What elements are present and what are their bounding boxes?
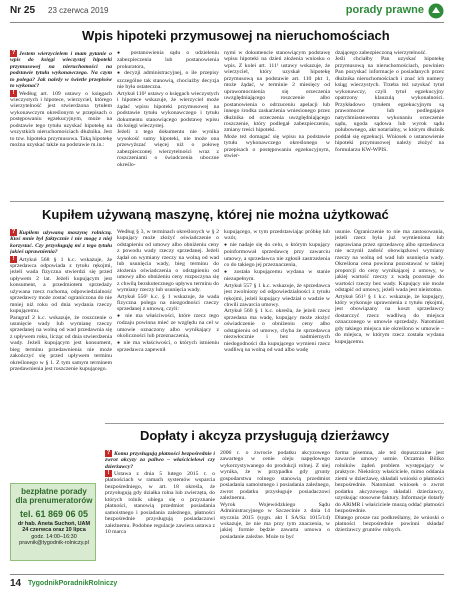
advisor-name: dr hab. Aneta Suchoń, UAM	[17, 521, 91, 527]
section-brand: porady prawne	[345, 4, 424, 16]
paragraph-text: Jestem wierzycielem i mam pytanie o wpis do księgi wieczystej hipoteki przymusowej na nieruchomości na podstawie tytułu wykonawczego. Na czym to polega? Jak należy w świetle przepisów to wykonać?	[10, 50, 112, 90]
article1-col2	[117, 50, 219, 198]
article1-title: Wpis hipoteki przymusowej na nieruchomościach	[82, 28, 390, 43]
paragraph	[224, 308, 330, 353]
paragraph-text: Ustawa z dnia 5 lutego 2015 r. o płatnościach w ramach systemów wsparcia bezpośredniego, w art. 18 określa, że przysługują gdy działka rolna lub zwierzęta, do których rolnik ubiega się o przyznanie płatności, stanowią przedmiot posiadania samoistnego i posiadania zależnego, płatności bezpośrednie przysługują posiadaczowi zależnemu. Podobne regulacje zawiera ustawa z 10 marca	[105, 470, 215, 536]
paragraph-text: Artykuł 561² § 1 k.c. wskazuje, że kupujący, który wykonuje uprawnienia z tytułu rękojmi, jest obowiązany na koszt sprzedawcy dostarczyć rzecz wadliwą do miejsca oznaczonego w umowie sprzedaży. Natomiast gdy takiego miejsca nie określono w umowie – do miejsca, w którym rzecz została wydana kupującemu.	[335, 293, 444, 345]
paragraph	[10, 90, 112, 149]
paragraph-text: Według § 3, w terminach określonych w § 2 kupujący może złożyć oświadczenie o odstąpieniu od umowy albo obniżeniu ceny z powodu wady rzeczy sprzedanej. Jeżeli żądał on wymiany rzeczy na wolną od wad lub usunięcia wady, bieg terminu do złożenia oświadczenia o odstąpieniu od umowy albo obniżeniu ceny rozpoczyna się z chwilą bezskutecznego upływu terminu do wymiany rzeczy lub usunięcia wady.	[117, 229, 219, 294]
answer-mark-icon: !	[105, 470, 112, 477]
article3-col2	[220, 450, 330, 572]
paragraph-text: nymi w dokumencie stanowiącym podstawę wpisu hipoteki na dzień złożenia wniosku o wpis. Z kolei art. 111¹ ustawy wskazuje, że wierzyciel, który uzyskał hipotekę przymusową na podstawie art. 110 pkt 1, może żądać, w terminie 2 miesięcy od uprawomocnienia się orzeczenia uwzględniającego roszczenie albo postanowienia o odrzuceniu apelacji lub innego środka zaskarżenia wniesionego przez dłużnika od orzeczenia uwzględniającego roszczenie, który podlegał zabezpieczeniu, zmiany treści hipoteki.	[224, 50, 330, 134]
paragraph	[117, 340, 219, 354]
issue-date: 23 czerwca 2019	[48, 6, 109, 15]
paragraph	[224, 269, 330, 283]
paragraph	[335, 294, 444, 346]
paragraph	[10, 229, 112, 256]
advice-email[interactable]: pravnik@tygodnik-rolniczy.pl	[19, 540, 89, 547]
paragraph	[10, 256, 112, 315]
paragraph-text: Dlatego prosze raz podkreślamy, że wnioski o płatności bezpośrednie powinni składać dzierżawcy gruntów rolnych.	[335, 514, 444, 534]
paragraph-text: postanowienia sądu o udzieleniu zabezpieczenia lub postanowienia prokuratora,	[117, 50, 219, 70]
paragraph	[10, 315, 112, 373]
article2-col2	[117, 229, 219, 420]
paragraph-text: Może też domagać się wpisu na podstawie tytułu wykonawczego określonego w przepisach o postępowaniu egzekucyjnym, stwier-	[224, 133, 330, 160]
paragraph-text: dzającego zabezpieczoną wierzytelność.	[335, 50, 427, 56]
paragraph-text: Artykuł 556¹ k.c. § 1 wskazuje, że wada fizyczna polega na niezgodności rzeczy sprzedanej z umową, czyli:	[117, 293, 219, 313]
advice-details	[13, 521, 95, 547]
paragraph	[224, 242, 330, 269]
issue-number: Nr 25	[10, 5, 36, 16]
paragraph	[117, 229, 219, 294]
paragraph	[117, 70, 219, 90]
footer-rule	[10, 574, 444, 575]
paragraph-text: Jeżeli z tego dokumentu nie wynika wysokość sumy hipoteki, nie może ona przewyższać więcej niż o połowę zabezpieczonej wierzytelności wraz z roszczeniami o świadczenia uboczne określo-	[117, 129, 219, 168]
paragraph-text: forma pisemna, ale też dopuszczalne jest zawarcie umowy ustnie. Oczatnio Biliko rolników żądeń problem występujący w praktyce. Niektórzy właściciele, mimo oddania ziemi w dzierżawę, składali wnioski o płatności bezpośrednie. Natomiast wniosek o zwrot podatku akcyzowego składali dzierżawcy, uzyskując stosowne faktury. Informacje dotarły do ARiMR i właściciele muszą oddać płatności bezpośrednie.	[335, 450, 444, 515]
paragraph-text: Wyrok Wojewódzkiego Sądu Administracyjnego w Szczecinie z dnia 14 stycznia 2015 (sygn. akt I SA/Sz 1015/14) wskazuje, że nie ma przy tym znaczenia, w jakiej formie będzie zawarta umowa o posiadanie zależne. Może to być	[220, 501, 330, 540]
divider-2	[105, 423, 444, 424]
paragraph	[117, 313, 219, 340]
article2-col1	[10, 229, 112, 420]
article1-col3	[224, 50, 330, 198]
paragraph-text: Jeśli chciałby Pan uzyskać hipotekę przymusową na nieruchomościach, powinien Pan pozyskać informacje o posiadanych przez dłużnika nieruchomościach i znać ich numery ksiąg wieczystych. Trzeba też uzyskać tytuł wykonawczy, czyli tytuł egzekucyjny opatrzony klauzulą wykonalności. Przykładowo tytułem egzekucyjnym są prawomocne lub podlegające natychmiastowemu wykonaniu orzeczenie sądu, ugoda sądowa lub wyrok sądu polubownego, akt notarialny, w którym dłużnik poddał się egzekucji. Wniosek o ustanowienie hipoteki przymusowej należy złożyć na formularzu KW-WPIS.	[335, 56, 444, 153]
page-header	[10, 2, 444, 22]
paragraph-text: 2006 r. o zwrocie podatku akcyzowego zawartego w cenie oleju napędowego wykorzystywanego do produkcji rolnej. Z niej wynika, że w przypadku gdy grunty gospodarstwa rolnego stanowią przedmiot posiadania samoistnego i posiadania zależnego, zwrot podatku przysługuje posiadaczowi zależnemu.	[220, 450, 330, 502]
paragraph	[117, 50, 219, 70]
paragraph-text: Według art. 109 ustawy o księgach wieczystych i hipotece, wierzyciel, którego wierzytelność jest stwierdzona tytułem wykonawczym określonym w przepisach o postępowaniu egzekucyjnym, może na podstawie tego tytułu uzyskać hipotekę na wszystkich nieruchomościach dłużnika. Jest to tzw. hipoteka przymusowa. Taką hipotekę można uzyskać także na podstawie m.in.:	[10, 90, 112, 148]
page-footer	[10, 578, 444, 594]
paragraph	[224, 50, 330, 134]
paragraph-text: Komu przysługują płatności bezpośrednie i zwrot akcyzy za paliwo – właścicielowi czy dzierżawcy?	[105, 450, 215, 470]
paragraph	[10, 50, 112, 90]
paragraph-text: została kupującemu wydana w stanie niezupełnym.	[224, 268, 330, 283]
paragraph	[117, 91, 219, 130]
answer-mark-icon: !	[10, 256, 17, 263]
paragraph-text: Artykuł 557 § 1 k.c. wskazuje, że sprzedawca jest zwolniony od odpowiedzialności z tytułu rękojmi, jeżeli kupujący wiedział o wadzie w chwili zawarcia umowy.	[224, 282, 330, 308]
free-advice-box	[10, 483, 96, 561]
article1-col1	[10, 50, 112, 198]
advice-phone[interactable]: tel. 61 869 06 05	[19, 509, 89, 519]
paragraph-text: decyzji administracyjnej, o ile przepisy szczególne tak stanowią, chociażby decyzja nie była ostateczna.	[117, 70, 219, 91]
paragraph	[117, 129, 219, 168]
divider-1	[10, 201, 444, 202]
paragraph-text: Artykuł 568 § 1 k.c. wskazuje, że sprzedawca odpowiada z tytułu rękojmi, jeżeli wada fizyczna stwierdzi się przed upływem 2 lat. Jeżeli kupującym jest konsument, a przedmiotem sprzedaży używana rzecz ruchoma, odpowiedzialność sprzedawcy może zostać ograniczona do nie mniej niż roku od dnia wydania rzeczy kupującemu.	[10, 256, 112, 315]
paragraph	[220, 502, 330, 541]
publication-name: TygodnikPoradnikRolniczy	[28, 580, 118, 587]
paragraph	[335, 56, 444, 153]
article1-col4	[335, 50, 444, 198]
paragraph-text: nie ma właściwości, o których istnieniu sprzedawca zapewnił	[117, 339, 219, 354]
paragraph	[335, 515, 444, 534]
paragraph	[224, 229, 330, 242]
header-rule	[10, 22, 444, 23]
paragraph	[105, 470, 215, 535]
article2-col3	[224, 229, 330, 420]
paragraph-text: usunie. Ograniczenie to nie ma zastosowania, jeżeli rzecz była już wymieniona lub naprawiana przez sprzedawcę albo sprzedawca nie uczynił zadość obowiązkowi wymiany rzeczy na wolną od wad lub usunięcia wady. Określona cena powinna pozostawać w takiej proporcji do ceny wynikającej z umowy, w jakiej wartość rzeczy z wadą pozostaje do wartości rzeczy bez wady. Kupujący nie może odstąpić od umowy, jeżeli wada jest nieistotna.	[335, 229, 444, 294]
paragraph	[335, 450, 444, 515]
answer-mark-icon: !	[10, 90, 17, 97]
page-number: 14	[10, 578, 22, 589]
paragraph	[117, 294, 219, 313]
paragraph	[224, 283, 330, 309]
paragraph	[105, 450, 215, 470]
paragraph-text: Paragraf 2 k.c. wskazuje, że roszczenie o usunięcie wady lub wymianę rzeczy sprzedanej na wolną od wad przedawnia się z upływem roku, licząc od dnia stwierdzenia wady. Jeżeli kupującym jest konsument, bieg terminu przedawnienia nie może zakończyć się przed upływem terminu określonego w § 1. Z tym samym terminem przedawnienia jest roszczenie kupującego.	[10, 314, 112, 373]
paragraph-text: Artykuł 560 § 1 k.c. określa, że jeżeli rzecz sprzedana ma wadę, kupujący może złożyć oświadczenie o obniżeniu ceny albo odstąpieniu od umowy, chyba że sprzedawca niezwłocznie i bez nadmiernych niedogodności dla kupującego wymieni rzecz wadliwą na wolną od wad albo wadę	[224, 308, 330, 354]
article3-col1	[105, 450, 215, 572]
question-mark-icon: ?	[106, 450, 111, 456]
free-advice-title: bezpłatne porady dla prenumeratorów	[15, 487, 93, 505]
article3-title: Dopłaty i akcyza przysługują dzierżawcy	[140, 428, 390, 443]
paragraph-text: kupującego, w tym przedstawiając próbkę lub wzór,	[224, 229, 330, 242]
paragraph-text: Kupiłem używaną maszynę rolniczą. Ktoś mnie był faktycznie i nie mogę z niej korzystać. Czy przysługują mi z tego tytułu jakieś uprawnienia?	[10, 229, 112, 256]
question-mark-icon: ?	[11, 50, 16, 56]
article2-title: Kupiłem używaną maszynę, której nie można użytkować	[42, 207, 389, 222]
paragraph	[220, 450, 330, 502]
article2-col4	[335, 229, 444, 420]
question-mark-icon: ?	[11, 229, 16, 235]
advice-dates: 24 czerwca oraz 10 lipca	[22, 527, 86, 534]
paragraph	[224, 134, 330, 160]
brand-logo-icon	[428, 3, 444, 19]
paragraph-text: nie nadaje się do celu, o którym kupujący poinformował sprzedawcę przy zawarciu umowy, a sprzedawca nie zgłosił zastrzeżenia co do takiego jej przeznaczenia,	[224, 241, 330, 269]
paragraph-text: nie ma właściwości, które rzecz tego rodzaju powinna mieć ze względu na cel w umowie oznaczony albo wynikający z okoliczności lub przeznaczenia,	[117, 312, 219, 340]
paragraph-text: Artykuł 110¹ ustawy o księgach wieczystych i hipotece wskazuje, że wierzyciel może żądać wpisu hipoteki przymusowej na podstawie tytułu wykonawczego i tytułu dokumentu stanowiącego podstawę wpisu do księgi wieczystej.	[117, 90, 219, 129]
paragraph	[335, 229, 444, 294]
article3-col3	[335, 450, 444, 572]
advice-hours: godz. 14:00–16:30	[31, 533, 77, 540]
